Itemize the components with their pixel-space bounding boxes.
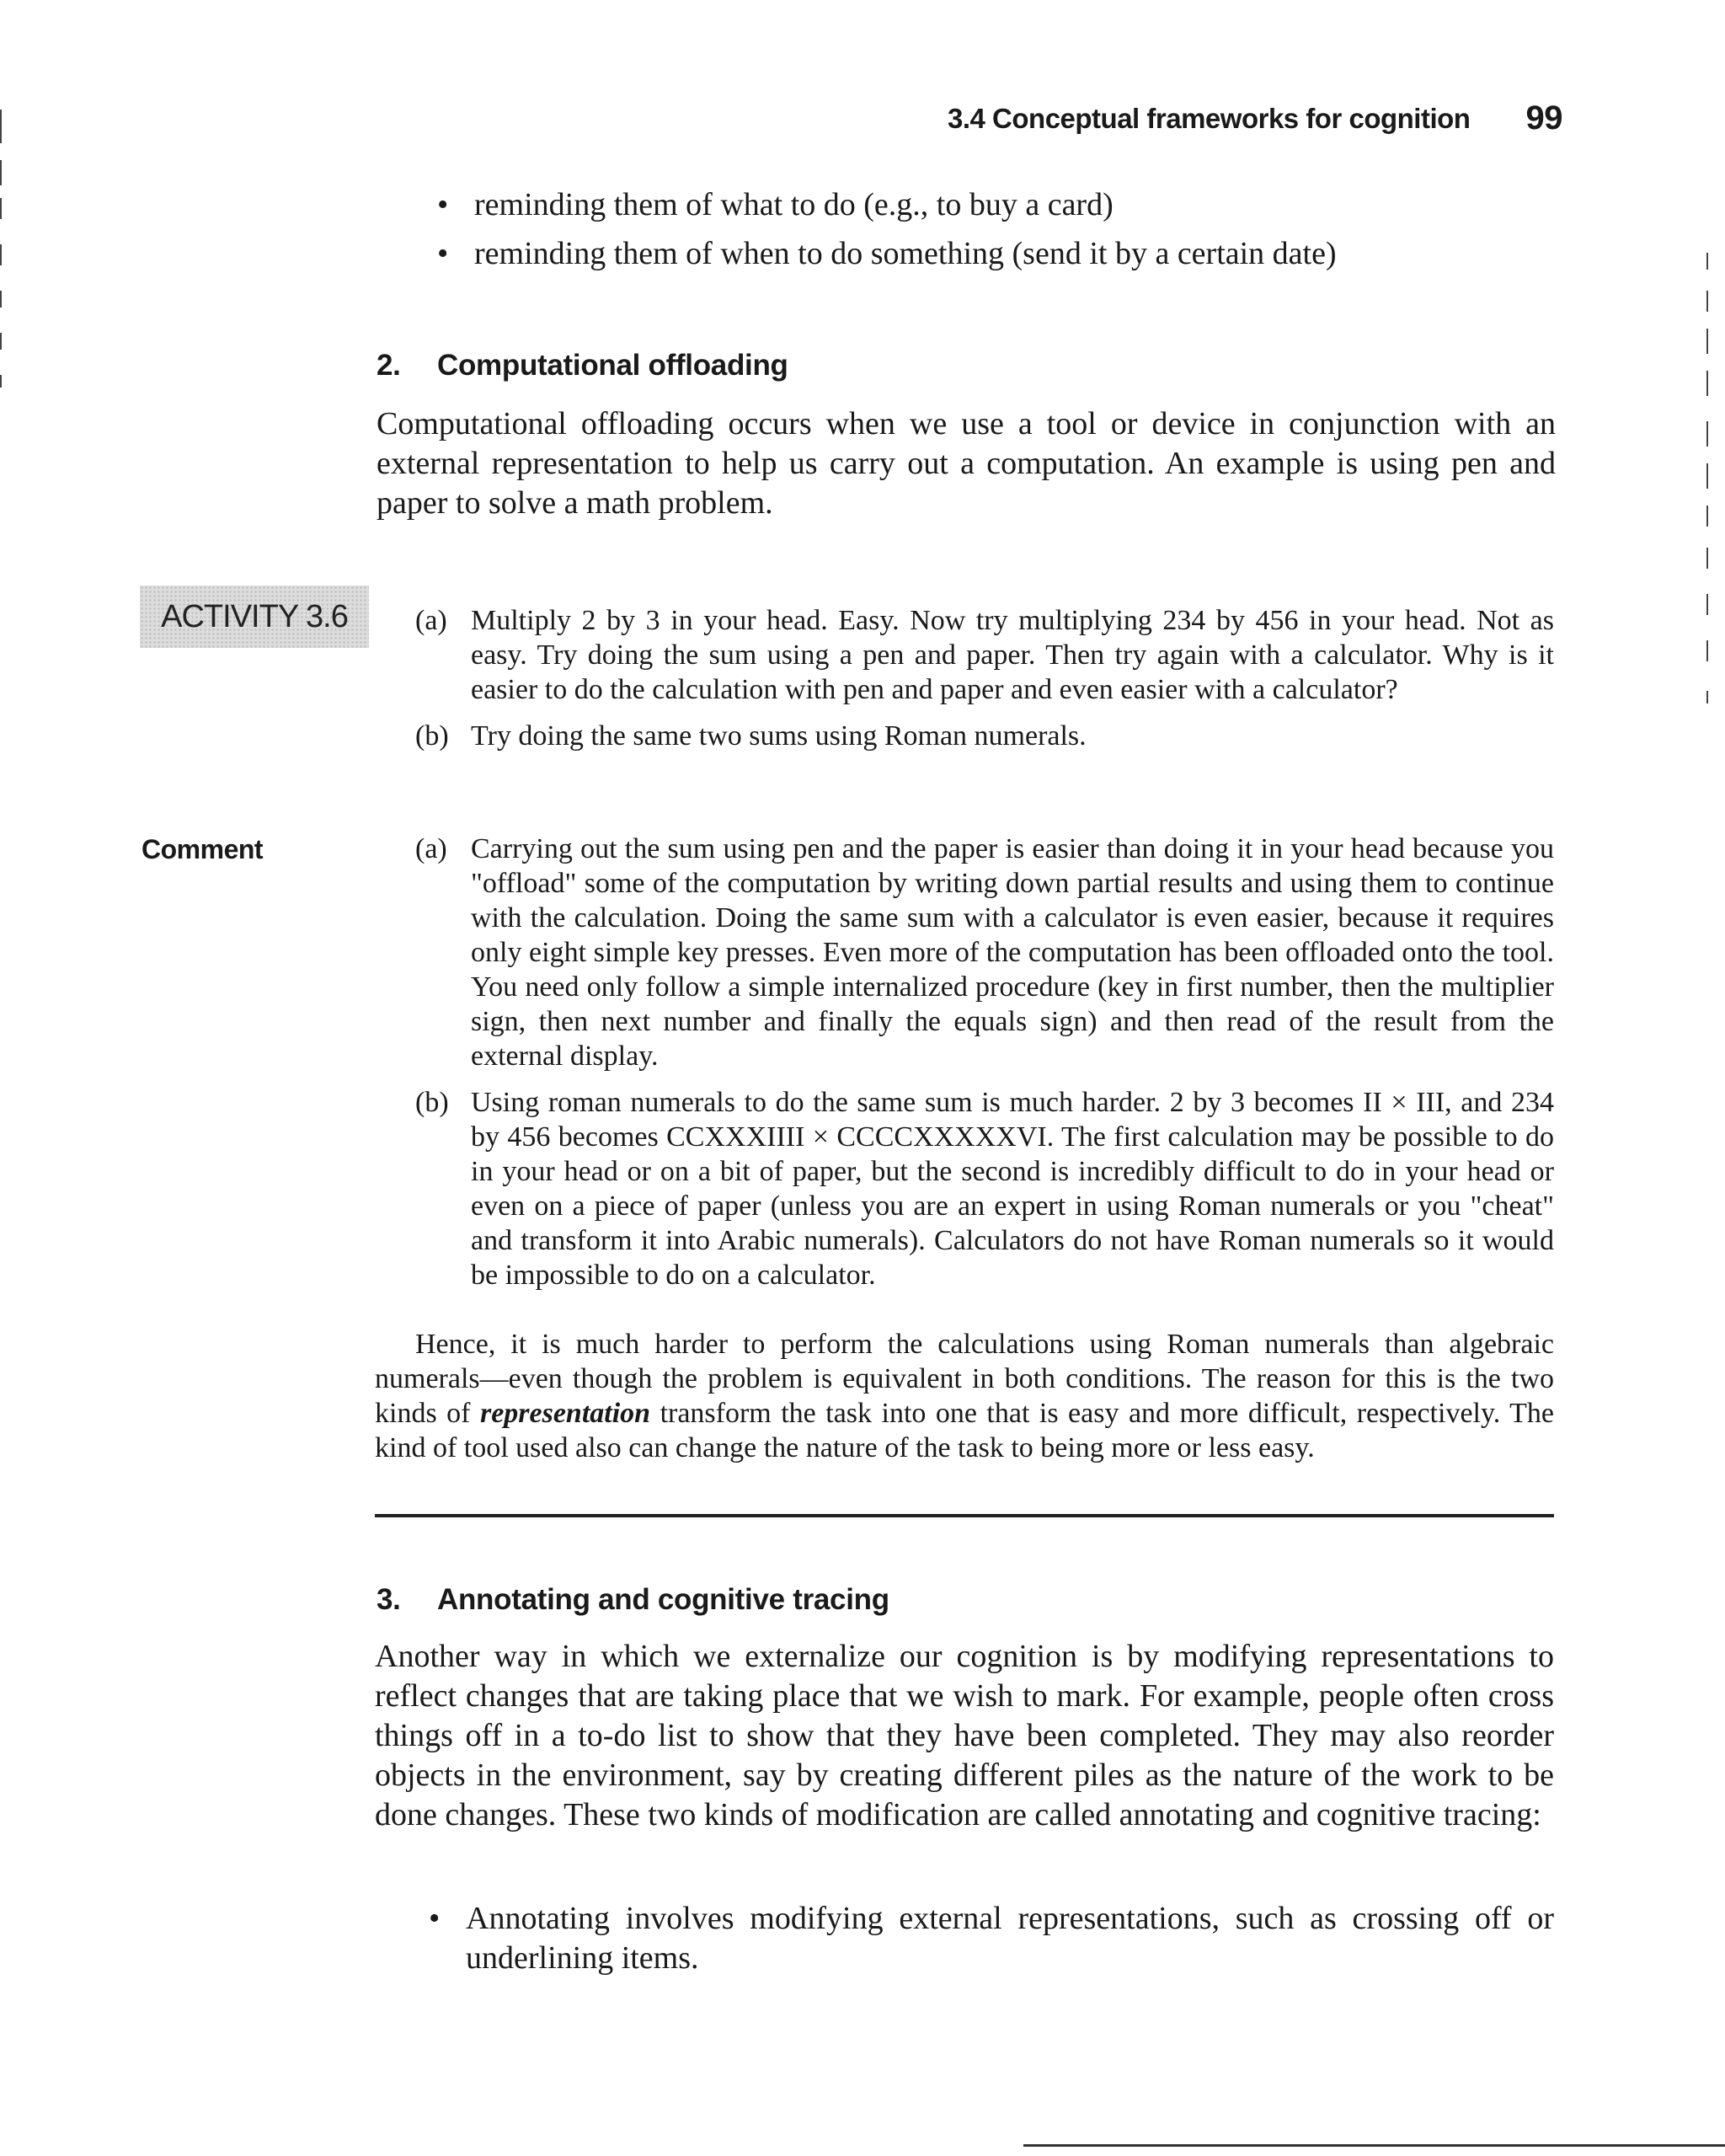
section-number: 3. xyxy=(377,1583,401,1616)
list-item xyxy=(415,1085,1554,1292)
item-text: Try doing the same two sums using Roman numerals. xyxy=(471,720,1087,752)
closing-text-start: Hence, it is much harder to perform the calculations using Roman numerals than algebraic numerals—even though the problem is equivalent in both conditions. The reason for this is the two kinds of xyxy=(375,1329,1554,1429)
section-number: 2. xyxy=(377,349,401,382)
top-bullet-list xyxy=(434,180,1571,278)
list-item: • Annotating involves modifying external representations, such as crossing off or underlining items. xyxy=(425,1899,1554,1978)
activity-items xyxy=(415,603,1554,753)
item-marker: (b) xyxy=(415,720,449,752)
activity-end-rule xyxy=(375,1514,1554,1517)
comment-items xyxy=(415,832,1554,1292)
running-head-section: 3.4 Conceptual frameworks for cognition xyxy=(948,103,1471,134)
section-title: Computational offloading xyxy=(437,349,788,382)
section-3-paragraph: Another way in which we externalize our cognition is by modifying representations to reflect changes that are taking place that we wish to mark. For example, people often cross things off in a to-do list to show that they have been completed. They may also reorder objects in the environment, say by creating different piles as the nature of the work to be done changes. These two kinds of modification are called annotating and cognitive tracing: xyxy=(375,1639,1554,1832)
closing-text-end: transform the task into one that is easy and more difficult, respectively. The kind of tool used also can change the nature of the task to being more or less easy. xyxy=(375,1398,1555,1463)
list-item xyxy=(415,719,1554,753)
item-marker: (a) xyxy=(415,833,447,864)
activity-label: ACTIVITY 3.6 xyxy=(140,586,369,648)
item-text: Multiply 2 by 3 in your head. Easy. Now try multiplying 234 by 456 in your head. Not as easy. Try doing the sum using a pen and paper. Then try again with a calculator. Why is it easier to do the calculation with pen and paper and even easier with a calculator? xyxy=(471,605,1554,705)
item-text: Using roman numerals to do the same sum is much harder. 2 by 3 becomes II × III, and 234 by 456 becomes CCXXXIIII × CCCCXXXXXVI. The first calculation may be possible to do in your head or on a bit of paper, but the second is incredibly difficult to do in your head or even on a piece of paper (unless you are an expert in using Roman numerals or you "cheat" and transform it into Arabic numerals). Calculators do not have Roman numerals so it would be impossible to do on a calculator. xyxy=(471,1087,1554,1291)
footer-rule xyxy=(1023,2144,1725,2147)
list-item: • reminding them of what to do (e.g., to buy a card) xyxy=(434,180,1571,229)
list-item: • reminding them of when to do something (send it by a certain date) xyxy=(434,229,1571,278)
comment-closing-paragraph xyxy=(375,1327,1554,1465)
section-2-heading xyxy=(377,349,788,383)
running-head xyxy=(948,99,1562,145)
emphasized-term: representation xyxy=(479,1398,651,1429)
comment-label: Comment xyxy=(142,834,264,864)
section-3-bullet-list xyxy=(425,1899,1554,1978)
page-number: 99 xyxy=(1525,99,1562,136)
section-3-heading xyxy=(377,1583,889,1617)
list-item xyxy=(415,832,1554,1073)
item-text: Carrying out the sum using pen and the paper is easier than doing it in your head because you "offload" some of the computation by writing down partial results and using them to continue with the calculation. Doing the same sum with a calculator is even easier, because it requires only eight simple key presses. Even more of the computation has been offloaded onto the tool. You need only follow a simple internalized procedure (key in first number, then the multiplier sign, then next number and finally the equals sign) and then read of the result from the external display. xyxy=(471,833,1554,1072)
section-title: Annotating and cognitive tracing xyxy=(437,1583,889,1616)
item-marker: (b) xyxy=(415,1087,449,1118)
section-2-paragraph: Computational offloading occurs when we use a tool or device in conjunction with an external representation to help us carry out a computation. An example is using pen and paper to solve a math problem. xyxy=(377,406,1556,521)
list-item xyxy=(415,603,1554,707)
item-marker: (a) xyxy=(415,605,447,636)
